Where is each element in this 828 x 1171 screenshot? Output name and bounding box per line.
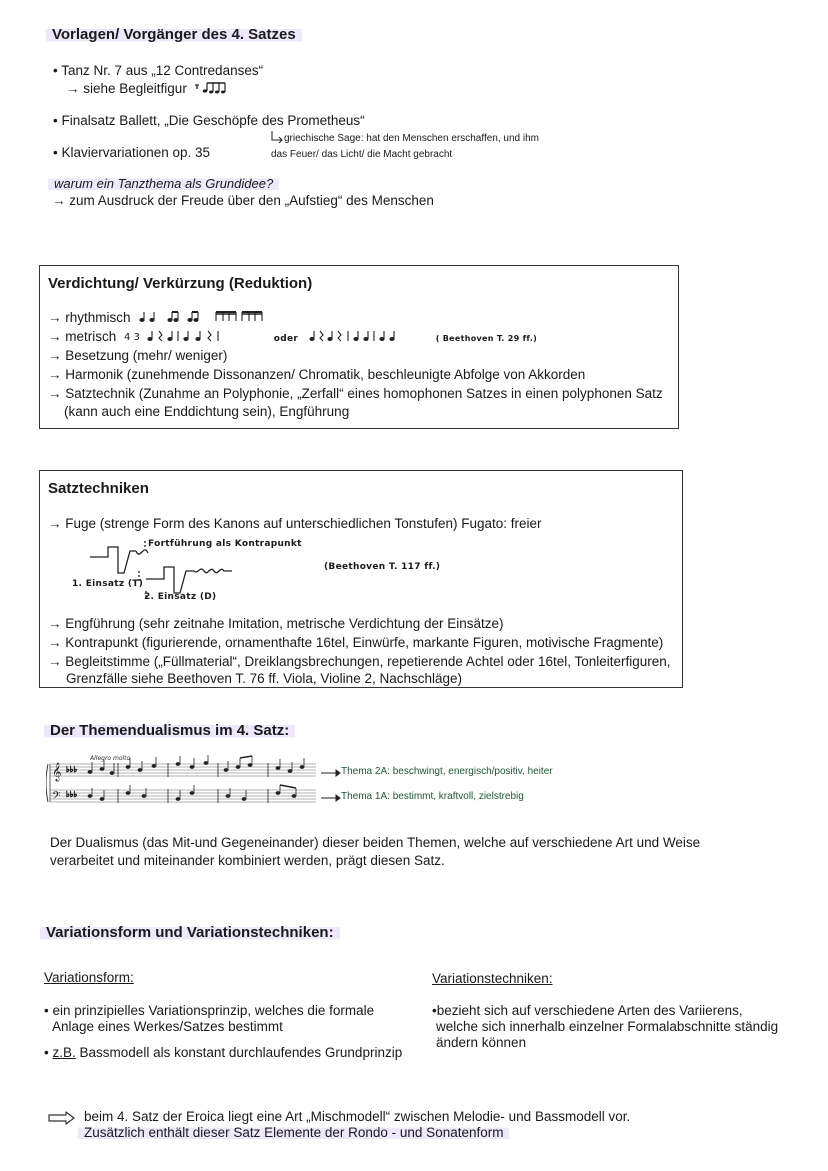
- satz-fuge: → Fuge (strenge Form des Kanons auf unterschiedlichen Tonstufen) Fugato: freier: [48, 516, 542, 531]
- thema-1a: Thema 1A: bestimmt, kraftvoll, zielstrebig: [341, 791, 524, 802]
- satz-engfuehrung: → Engführung (sehr zeitnahe Imitation, metrische Verdichtung der Einsätze): [48, 616, 504, 631]
- rhythmisch-label: → rhythmisch: [48, 310, 131, 325]
- variationsform-b2-bullet: •: [44, 1045, 49, 1060]
- variationsform-b1-cont: Anlage eines Werkes/Satzes bestimmt: [52, 1019, 283, 1034]
- variationstechniken-b: welche sich innerhalb einzelner Formalabschnitte ständig: [436, 1019, 779, 1034]
- satz-begleitstimme: → Begleitstimme („Füllmaterial“, Dreiklangsbrechungen, repetierende Achtel oder 16tel, Tonleiterfiguren,: [48, 654, 671, 669]
- variationsform-b2-zb: z.B.: [52, 1045, 76, 1060]
- score-excerpt: [46, 752, 318, 810]
- dualismus-p1: Der Dualismus (das Mit-und Gegeneinander) dieser beiden Themen, welche auf verschiedene Art und Weise: [50, 835, 701, 850]
- svg-text:♭♭♭: ♭♭♭: [66, 765, 78, 774]
- variationsform-b2-text: Bassmodell als konstant durchlaufendes Grundprinzip: [79, 1045, 403, 1060]
- section4-title: Der Themendualismus im 4. Satz:: [44, 722, 295, 739]
- theme-arrows: [320, 766, 342, 806]
- variationstechniken-a: •bezieht sich auf verschiedene Arten des Variierens,: [432, 1003, 743, 1018]
- reduction-title: Verdichtung/ Verkürzung (Reduktion): [48, 275, 313, 292]
- reduction-metrisch: [48, 329, 537, 344]
- meter-notes-alt-icon: [308, 329, 418, 343]
- bullet-prometheus: • Finalsatz Ballett, „Die Geschöpfe des Prometheus“: [53, 113, 365, 128]
- bullet-klaviervariationen: • Klaviervariationen op. 35: [53, 145, 211, 160]
- sketch-einsatz-1: 1. Einsatz (T): [72, 579, 144, 589]
- sketch-reference: (Beethoven T. 117 ff.): [324, 562, 441, 572]
- metrisch-reference: ( Beethoven T. 29 ff.): [435, 334, 538, 343]
- satz-kontrapunkt: → Kontrapunkt (figurierende, ornamenthafte 16tel, Einwürfe, markante Figuren, motivische Fragmente): [48, 635, 664, 650]
- prometheus-note-2: das Feuer/ das Licht/ die Macht gebracht: [271, 149, 453, 160]
- section5-title: Variationsform und Variationstechniken:: [40, 924, 340, 941]
- svg-text:𝄢: 𝄢: [52, 790, 61, 805]
- oder-label: oder: [273, 334, 299, 344]
- dualismus-p2: verarbeitet und miteinander kombiniert werden, prägt diesen Satz.: [50, 853, 445, 868]
- meter-notes-icon: [124, 329, 264, 343]
- satztechniken-box: [39, 470, 683, 688]
- bullet-tanz-sub: [66, 80, 231, 96]
- score-tempo: Allegro molto: [90, 755, 131, 762]
- svg-text:4 3: 4 3: [124, 332, 140, 343]
- prometheus-note-1: griechische Sage: hat den Menschen erschaffen, und ihm: [284, 133, 539, 144]
- svg-text:𝄞: 𝄞: [52, 762, 62, 781]
- section1-title: Vorlagen/ Vorgänger des 4. Satzes: [46, 26, 302, 43]
- corner-arrow-icon: [270, 130, 284, 144]
- satz-begleitstimme-cont: Grenzfälle siehe Beethoven T. 76 ff. Viola, Violine 2, Nachschläge): [66, 671, 463, 686]
- bullet-tanz: • Tanz Nr. 7 aus „12 Contredanses“: [53, 63, 264, 78]
- reduction-harmonik: → Harmonik (zunehmende Dissonanzen/ Chromatik, beschleunigte Abfolge von Akkorden: [48, 367, 586, 382]
- conclusion-line1: beim 4. Satz der Eroica liegt eine Art „Mischmodell“ zwischen Melodie- und Bassmodell vor.: [84, 1109, 631, 1124]
- reduction-besetzung: → Besetzung (mehr/ weniger): [48, 348, 228, 363]
- reduction-satztechnik-cont: (kann auch eine Enddichtung sein), Engführung: [64, 404, 350, 419]
- sketch-fortfuehrung: Fortführung als Kontrapunkt: [148, 539, 302, 549]
- music-notes-icon: [191, 80, 231, 96]
- rhythm-notes-icon: [138, 310, 278, 324]
- variationstechniken-c: ändern können: [436, 1035, 527, 1050]
- thema-2a: Thema 2A: beschwingt, energisch/positiv, heiter: [341, 766, 553, 777]
- double-arrow-icon: [48, 1111, 76, 1125]
- sketch-einsatz-2: 2. Einsatz (D): [144, 592, 217, 602]
- reduction-rhythmisch: [48, 310, 278, 325]
- reduction-box: [39, 265, 679, 429]
- variationsform-heading: Variationsform:: [44, 970, 134, 985]
- variationstechniken-heading: Variationstechniken:: [432, 971, 553, 986]
- reduction-satztechnik: → Satztechnik (Zunahme an Polyphonie, „Zerfall“ eines homophonen Satzes in einen polyphonen Satz: [48, 386, 663, 401]
- metrisch-label: → metrisch: [48, 329, 117, 344]
- satztechniken-title: Satztechniken: [48, 480, 149, 497]
- svg-text:♭♭♭: ♭♭♭: [66, 790, 78, 799]
- variationsform-b1: • ein prinzipielles Variationsprinzip, welches die formale: [44, 1003, 375, 1018]
- variationsform-b2: [44, 1045, 402, 1060]
- answer: → zum Ausdruck der Freude über den „Aufstieg“ des Menschen: [52, 193, 434, 208]
- question: warum ein Tanzthema als Grundidee?: [48, 176, 279, 191]
- conclusion-line2: Zusätzlich enthält dieser Satz Elemente der Rondo - und Sonatenform: [78, 1125, 509, 1140]
- bullet-tanz-sub-text: → siehe Begleitfigur: [66, 81, 187, 96]
